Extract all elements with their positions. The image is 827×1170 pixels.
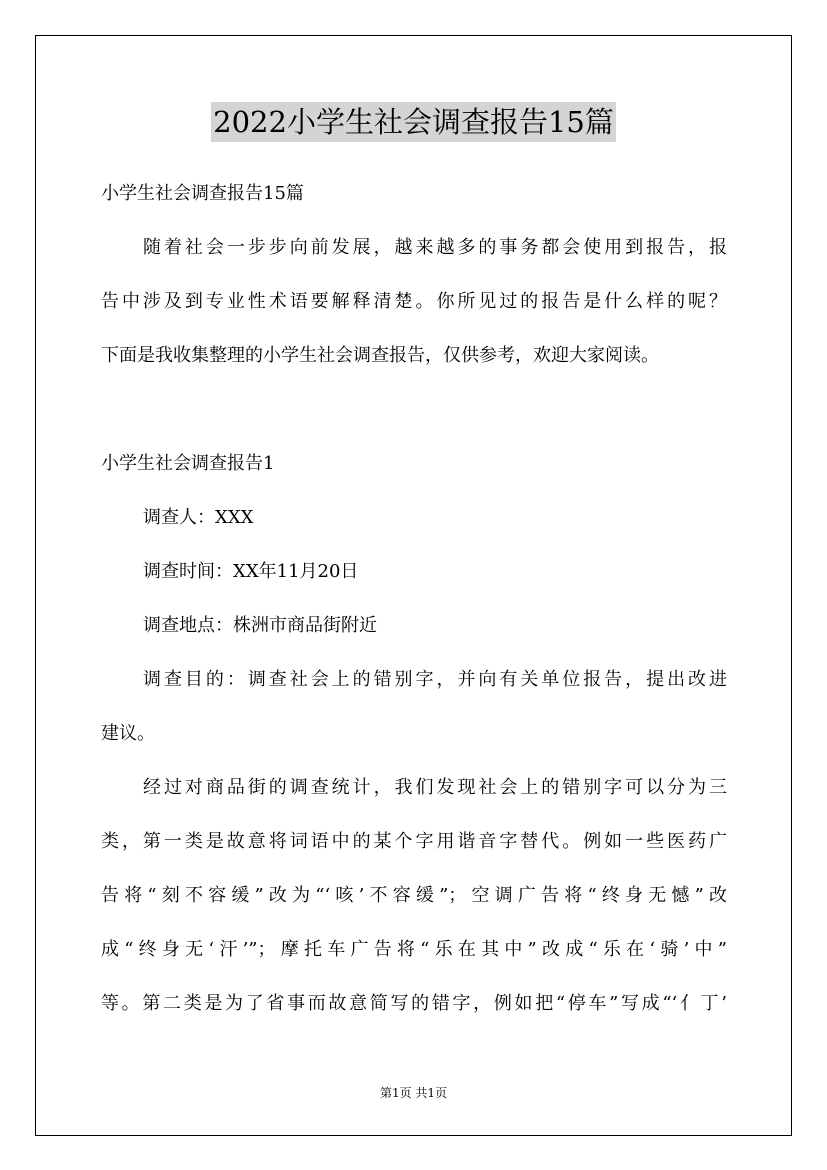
purpose-line-1: 调查目的：调查社会上的错别字，并向有关单位报告，提出改进 <box>143 669 727 690</box>
findings-line-4: 成“终身无‘汗’”；摩托车广告将“乐在其中”改成“乐在‘骑’中” <box>101 939 727 960</box>
intro-line-1: 随着社会一步步向前发展，越来越多的事务都会使用到报告，报 <box>143 237 727 258</box>
findings-line-1: 经过对商品街的调查统计，我们发现社会上的错别字可以分为三 <box>143 777 727 798</box>
section-heading: 小学生社会调查报告1 <box>101 453 275 474</box>
findings-line-5: 等。第二类是为了省事而故意简写的错字，例如把“停车”写成“‘亻丁’ <box>101 993 727 1014</box>
location-line: 调查地点：株洲市商品街附近 <box>143 615 377 636</box>
findings-line-2: 类，第一类是故意将词语中的某个字用谐音字替代。例如一些医药广 <box>101 831 727 852</box>
intro-line-2: 告中涉及到专业性术语要解释清楚。你所见过的报告是什么样的呢？ <box>101 291 727 312</box>
document-title <box>0 102 827 147</box>
page-footer: 第1页 共1页 <box>379 1086 448 1100</box>
findings-line-3: 告将“刻不容缓”改为“‘咳’不容缓”；空调广告将“终身无憾”改 <box>101 885 727 906</box>
intro-line-3: 下面是我收集整理的小学生社会调查报告，仅供参考，欢迎大家阅读。 <box>101 345 659 366</box>
document-title-text: 2022小学生社会调查报告15篇 <box>211 102 616 142</box>
time-line: 调查时间：XX年11月20日 <box>143 561 359 582</box>
purpose-line-2: 建议。 <box>101 723 155 744</box>
document-subtitle: 小学生社会调查报告15篇 <box>101 183 304 204</box>
investigator-line: 调查人：XXX <box>143 507 254 528</box>
